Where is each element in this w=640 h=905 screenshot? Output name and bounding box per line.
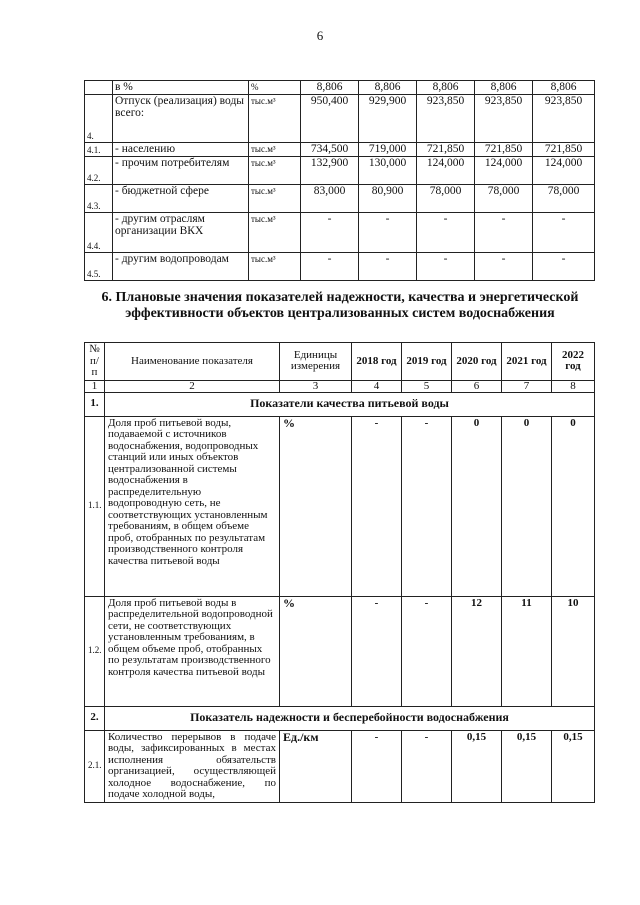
column-index: 4 [352, 380, 402, 392]
water-supply-table [84, 80, 595, 281]
row-value: 78,000 [475, 185, 533, 213]
row-value: - [402, 730, 452, 802]
row-label: - населению [113, 143, 249, 157]
row-unit: тыс.м³ [249, 213, 301, 253]
section-row [85, 706, 595, 730]
row-unit: тыс.м³ [249, 143, 301, 157]
row-value: 10 [552, 596, 595, 706]
row-number: 2.1. [85, 730, 105, 802]
row-value: - [402, 416, 452, 596]
row-number: 4. [85, 95, 113, 143]
row-value: - [533, 253, 595, 281]
table-row [85, 185, 595, 213]
row-value: - [301, 253, 359, 281]
table-row [85, 81, 595, 95]
row-value: 124,000 [533, 157, 595, 185]
table-row [85, 95, 595, 143]
row-label: Доля проб питьевой воды, подаваемой с источников водоснабжения, водопроводных станций или иных объектов централизованной системы водоснабжения в распределительную водопроводную сеть, не соответствующих установленным требованиям, в общем объеме проб, отобранных по результатам производственного контроля качества питьевой воды [105, 416, 280, 596]
row-value: 734,500 [301, 143, 359, 157]
section-heading: 6. Плановые значения показателей надежности, качества и энергетической эффективности объектов централизованных систем водоснабжения [101, 290, 579, 321]
row-unit: Ед./км [280, 730, 352, 802]
row-value: 0 [552, 416, 595, 596]
row-label: в % [113, 81, 249, 95]
row-value: 80,900 [359, 185, 417, 213]
row-value: 929,900 [359, 95, 417, 143]
row-number: 4.4. [85, 213, 113, 253]
row-value: - [417, 253, 475, 281]
column-index: 8 [552, 380, 595, 392]
row-value: 721,850 [533, 143, 595, 157]
header-row [85, 343, 595, 381]
row-number: 1.2. [85, 596, 105, 706]
column-header: 2018 год [352, 343, 402, 381]
column-index: 7 [502, 380, 552, 392]
row-label: Доля проб питьевой воды в распределительной водопроводной сети, не соответствующих установленным требованиям, в общем объеме проб, отобранных по результатам производственного контроля качества питьевой воды [105, 596, 280, 706]
row-value: - [533, 213, 595, 253]
section-number: 1. [85, 392, 105, 416]
row-value: - [352, 596, 402, 706]
table-row [85, 253, 595, 281]
row-value: 8,806 [417, 81, 475, 95]
row-value: 719,000 [359, 143, 417, 157]
column-header: 2019 год [402, 343, 452, 381]
row-number: 4.1. [85, 143, 113, 157]
row-value: - [359, 253, 417, 281]
row-unit: % [280, 596, 352, 706]
column-index: 5 [402, 380, 452, 392]
row-number: 4.3. [85, 185, 113, 213]
row-label: - другим отраслям организации ВКХ [113, 213, 249, 253]
row-value: 950,400 [301, 95, 359, 143]
row-label: - прочим потребителям [113, 157, 249, 185]
section-row [85, 392, 595, 416]
row-label: - другим водопроводам [113, 253, 249, 281]
row-value: - [301, 213, 359, 253]
row-value: 12 [452, 596, 502, 706]
column-index: 3 [280, 380, 352, 392]
row-value: 83,000 [301, 185, 359, 213]
section-title: Показатель надежности и бесперебойности водоснабжения [105, 706, 595, 730]
row-value: 124,000 [417, 157, 475, 185]
section-title: Показатели качества питьевой воды [105, 392, 595, 416]
row-value: 721,850 [417, 143, 475, 157]
indicators-table [84, 342, 595, 803]
column-index: 6 [452, 380, 502, 392]
row-label: Отпуск (реализация) воды всего: [113, 95, 249, 143]
row-value: 8,806 [301, 81, 359, 95]
row-label: Количество перерывов в подаче воды, зафиксированных в местах исполнения обязательств организацией, осуществляющей холодное водоснабжение, по подаче холодной воды, [105, 730, 280, 802]
table-row [85, 157, 595, 185]
table-row [85, 213, 595, 253]
row-value: 8,806 [475, 81, 533, 95]
row-value: 78,000 [417, 185, 475, 213]
row-value: 130,000 [359, 157, 417, 185]
row-value: - [352, 730, 402, 802]
column-header: Наименование показателя [105, 343, 280, 381]
row-value: 923,850 [417, 95, 475, 143]
row-value: 78,000 [533, 185, 595, 213]
table-row [85, 143, 595, 157]
column-header: 2022 год [552, 343, 595, 381]
row-value: - [475, 253, 533, 281]
row-value: 721,850 [475, 143, 533, 157]
section-number: 2. [85, 706, 105, 730]
row-number: 4.5. [85, 253, 113, 281]
row-unit: % [280, 416, 352, 596]
column-header: № п/п [85, 343, 105, 381]
row-value: - [359, 213, 417, 253]
row-label: - бюджетной сфере [113, 185, 249, 213]
row-value: 0,15 [552, 730, 595, 802]
row-unit: тыс.м³ [249, 95, 301, 143]
row-unit: тыс.м³ [249, 253, 301, 281]
table-row [85, 730, 595, 802]
row-value: 124,000 [475, 157, 533, 185]
row-value: 0,15 [502, 730, 552, 802]
row-unit: тыс.м³ [249, 185, 301, 213]
column-index: 1 [85, 380, 105, 392]
row-value: 8,806 [533, 81, 595, 95]
row-unit: % [249, 81, 301, 95]
table-row [85, 416, 595, 596]
row-value: - [417, 213, 475, 253]
row-value: - [352, 416, 402, 596]
row-value: 8,806 [359, 81, 417, 95]
row-value: 132,900 [301, 157, 359, 185]
row-value: - [475, 213, 533, 253]
row-value: 0 [502, 416, 552, 596]
table-row [85, 596, 595, 706]
row-value: 0,15 [452, 730, 502, 802]
column-header: Единицы измерения [280, 343, 352, 381]
column-header: 2021 год [502, 343, 552, 381]
row-unit: тыс.м³ [249, 157, 301, 185]
row-number: 1.1. [85, 416, 105, 596]
column-header: 2020 год [452, 343, 502, 381]
row-number [85, 81, 113, 95]
page-number: 6 [316, 28, 324, 43]
index-row [85, 380, 595, 392]
row-value: 923,850 [533, 95, 595, 143]
row-value: - [402, 596, 452, 706]
row-value: 0 [452, 416, 502, 596]
row-value: 11 [502, 596, 552, 706]
column-index: 2 [105, 380, 280, 392]
row-value: 923,850 [475, 95, 533, 143]
row-number: 4.2. [85, 157, 113, 185]
